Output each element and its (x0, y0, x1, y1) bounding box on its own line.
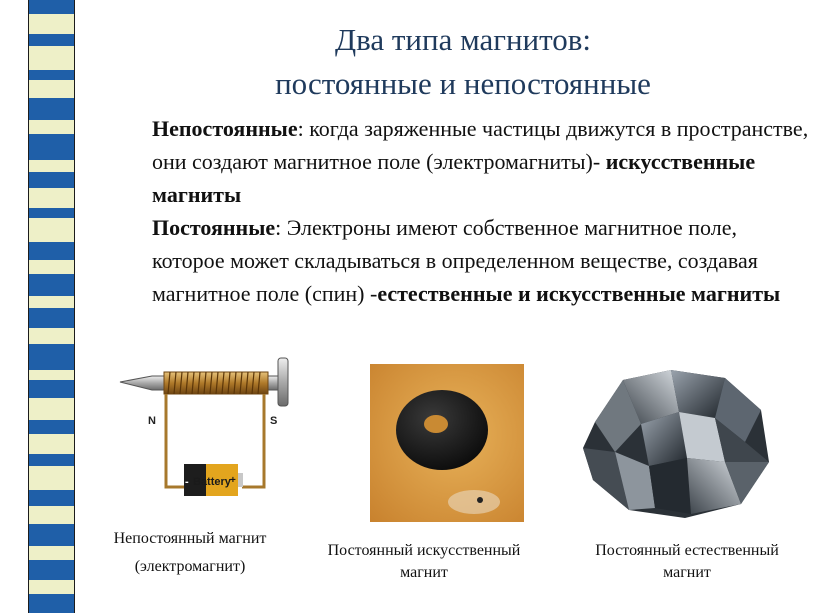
stripe-band (29, 398, 74, 420)
emphasis-permanent: естественные и искусственные магниты (377, 281, 781, 306)
caption-ring-magnet-line1: Постоянный искусственный (327, 542, 521, 559)
stripe-band (29, 370, 74, 380)
stripe-band (29, 490, 74, 506)
stripe-band (29, 218, 74, 242)
stripe-band (29, 260, 74, 274)
pole-n-label: N (148, 415, 156, 427)
caption-natural-magnet-line1: Постоянный естественный (595, 542, 779, 559)
stripe-band (29, 0, 74, 14)
caption-natural-magnet (562, 540, 812, 584)
stripe-band (29, 14, 74, 34)
stripe-band (29, 506, 74, 524)
nail-head (278, 358, 288, 406)
stripe-band (29, 434, 74, 454)
caption-electromagnet-line2: (электромагнит) (134, 558, 246, 575)
text-nonpermanent: : когда заряженные частицы движутся в пространстве, они создают магнитное поле (электромагниты)- (152, 116, 809, 174)
stripe-band (29, 546, 74, 560)
emphasis-nonpermanent: искусственные магниты (152, 149, 756, 207)
caption-electromagnet-line1: Непостоянный магнит (113, 530, 267, 547)
battery-plus-label: + (230, 475, 236, 486)
wire-coil (164, 372, 268, 394)
stripe-band (29, 594, 74, 613)
battery-label: Battery (193, 476, 231, 488)
caption-natural-magnet-line2: магнит (663, 564, 711, 581)
battery-minus-label: - (185, 476, 189, 488)
decorative-stripe (28, 0, 75, 613)
battery-icon (184, 464, 243, 496)
stripe-band (29, 120, 74, 134)
stripe-band (29, 344, 74, 370)
stripe-band (29, 328, 74, 344)
text-permanent: : Электроны имеют собственное магнитное поле, которое может складываться в определенном веществе, создавая магнитное поле (спин) - (152, 215, 758, 306)
stripe-band (29, 454, 74, 466)
paragraph-nonpermanent (152, 112, 812, 211)
stripe-band (29, 308, 74, 328)
stripe-band (29, 160, 74, 172)
small-object (477, 497, 483, 503)
caption-ring-magnet (296, 540, 552, 584)
stripe-band (29, 208, 74, 218)
term-permanent: Постоянные (152, 215, 276, 240)
natural-magnet-image (575, 362, 775, 522)
stripe-band (29, 188, 74, 208)
slide-title (110, 18, 816, 106)
magnetite-rock (583, 370, 769, 518)
stripe-band (29, 466, 74, 490)
stripe-band (29, 98, 74, 120)
electromagnet-image (112, 352, 302, 502)
caption-ring-magnet-line2: магнит (400, 564, 448, 581)
stripe-band (29, 296, 74, 308)
stripe-band (29, 524, 74, 546)
title-line-2: постоянные и непостоянные (275, 66, 651, 101)
wire-right (242, 394, 264, 487)
paper-clip-hint (448, 490, 500, 514)
stripe-band (29, 34, 74, 46)
caption-electromagnet (84, 528, 296, 578)
stripe-band (29, 134, 74, 160)
stripe-band (29, 242, 74, 260)
stripe-band (29, 380, 74, 398)
stripe-band (29, 580, 74, 594)
stripe-band (29, 274, 74, 296)
stripe-band (29, 172, 74, 188)
ring-magnet-image (370, 364, 524, 522)
ring-hole (424, 415, 448, 433)
stripe-band (29, 420, 74, 434)
term-nonpermanent: Непостоянные (152, 116, 298, 141)
title-line-1: Два типа магнитов: (334, 22, 592, 57)
stripe-band (29, 80, 74, 98)
slide-body (152, 112, 812, 310)
stripe-band (29, 70, 74, 80)
stripe-band (29, 46, 74, 70)
stripe-band (29, 560, 74, 580)
pole-s-label: S (270, 415, 278, 427)
paragraph-permanent (152, 211, 812, 310)
